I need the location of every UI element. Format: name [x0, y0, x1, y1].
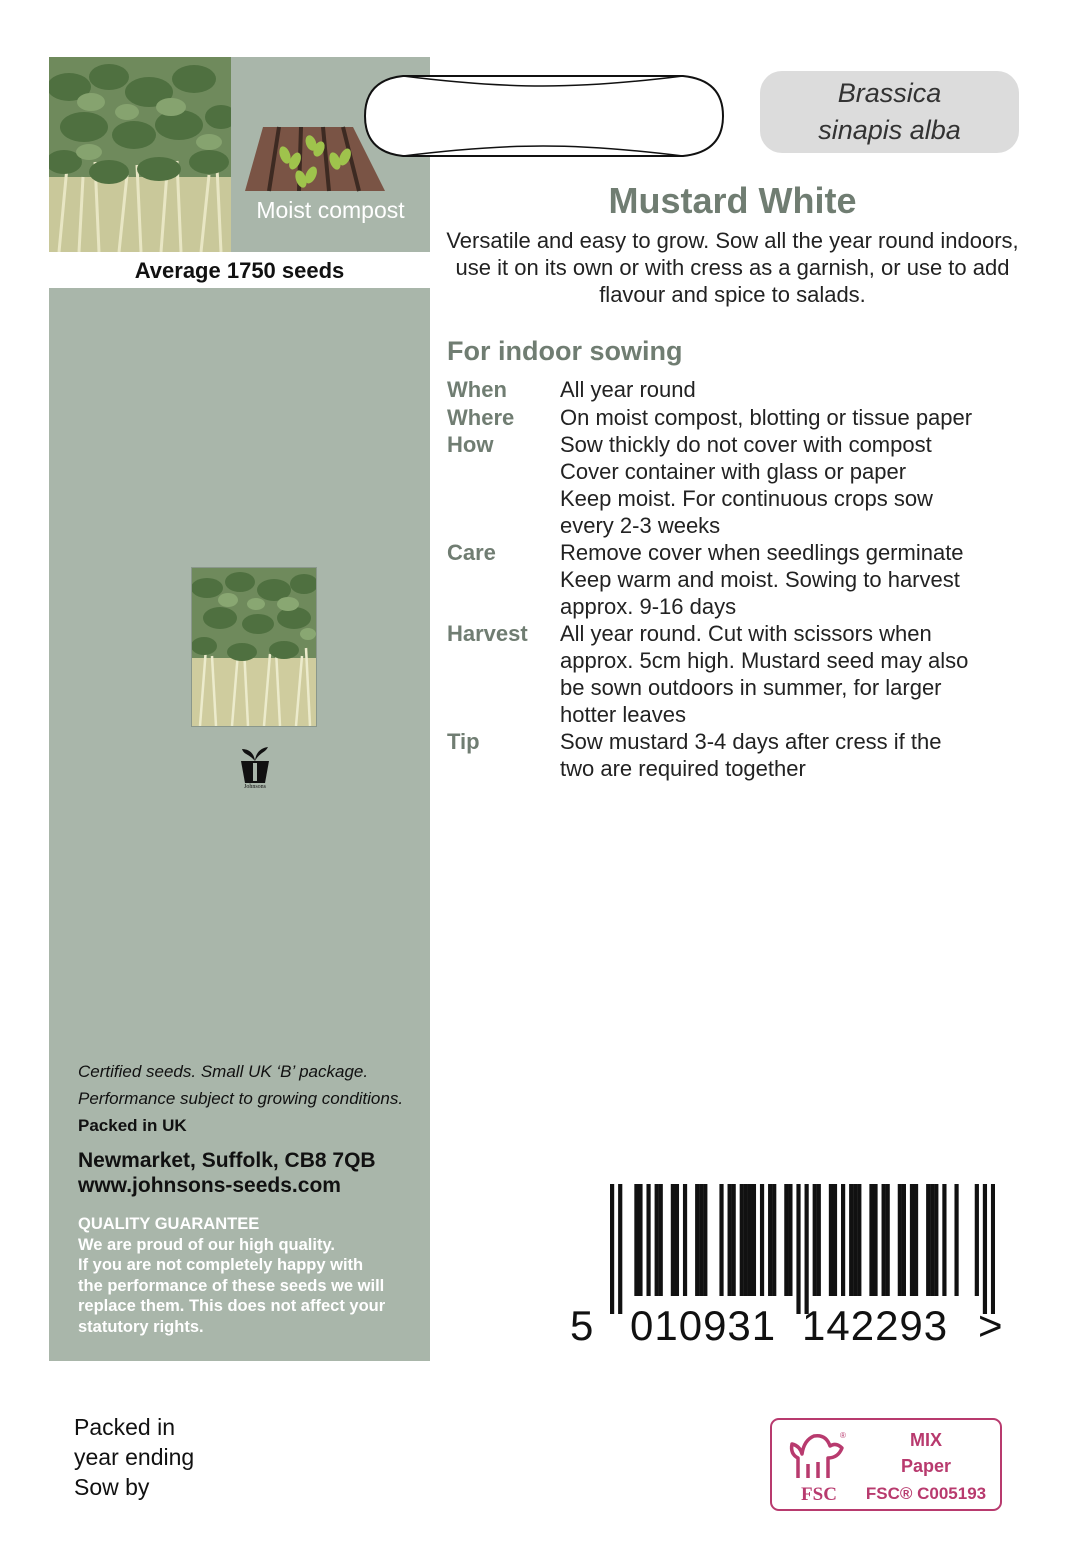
instruction-line: All year round: [560, 377, 696, 402]
plant-pot-icon: [238, 747, 272, 787]
botanical-name: [760, 71, 1019, 153]
barcode-bar: [841, 1184, 845, 1296]
barcode-bar: [618, 1184, 622, 1314]
instruction-line: hotter leaves: [560, 702, 686, 727]
barcode-bar: [683, 1184, 687, 1296]
johnsons-logo: [238, 747, 272, 791]
barcode-bar: [768, 1184, 772, 1296]
performance-note: Performance subject to growing conditions.: [78, 1089, 404, 1108]
barcode-bar: [634, 1184, 638, 1296]
product-description: Versatile and easy to grow. Sow all the year round indoors, use it on its own or with cress as a garnish, or use to add flavour and spice to salads.: [446, 228, 1019, 307]
instruction-line: be sown outdoors in summer, for larger: [560, 675, 942, 700]
cress-seedlings-photo: [49, 57, 231, 252]
barcode-bar: [728, 1184, 732, 1296]
barcode-bar: [930, 1184, 934, 1296]
barcode-bar: [760, 1184, 764, 1296]
barcode-digit-first: 5: [570, 1302, 594, 1349]
barcode-arrow: >: [978, 1302, 1003, 1349]
sow-by-label: Sow by: [74, 1474, 150, 1500]
packed-date-block: [74, 1412, 194, 1502]
instruction-line: Remove cover when seedlings germinate: [560, 540, 964, 565]
website-link[interactable]: www.johnsons-seeds.com: [78, 1174, 341, 1197]
blank-label-tag: [363, 72, 725, 160]
barcode-digits-right: 142293: [802, 1302, 949, 1349]
instruction-label: Where: [447, 405, 515, 430]
barcode-bar: [942, 1184, 946, 1296]
barcode-number: [570, 1302, 1010, 1348]
svg-text:®: ®: [840, 1431, 846, 1440]
barcode-bar: [833, 1184, 837, 1296]
barcode-bar: [849, 1184, 853, 1296]
instruction-line: Sow thickly do not cover with compost: [560, 432, 932, 457]
barcode-bar: [882, 1184, 886, 1296]
fsc-tree-icon: [786, 1428, 848, 1482]
instruction-label: When: [447, 377, 507, 402]
barcode-bar: [748, 1184, 752, 1296]
fsc-code: FSC® C005193: [865, 1484, 987, 1503]
guarantee-line: statutory rights.: [78, 1317, 204, 1336]
address: Newmarket, Suffolk, CB8 7QB: [78, 1149, 376, 1172]
barcode-bar: [772, 1184, 776, 1296]
barcode-bar: [732, 1184, 736, 1296]
sowing-heading: For indoor sowing: [447, 336, 683, 366]
instruction-line: Cover container with glass or paper: [560, 459, 907, 484]
barcode-bar: [695, 1184, 699, 1296]
instruction-line: every 2-3 weeks: [560, 513, 721, 538]
instruction-label: Harvest: [447, 621, 528, 646]
instruction-label: Tip: [447, 729, 480, 754]
barcode-bar: [646, 1184, 650, 1296]
instruction-line: Sow mustard 3-4 days after cress if the: [560, 729, 942, 754]
barcode-digits-left: 010931: [630, 1302, 777, 1349]
barcode-bar: [926, 1184, 930, 1296]
quality-guarantee: [78, 1214, 428, 1337]
barcode-bar: [829, 1184, 833, 1296]
year-ending-label: year ending: [74, 1444, 195, 1470]
barcode-bar: [655, 1184, 659, 1296]
info-panel: [49, 288, 430, 1361]
fsc-certification: [770, 1418, 1002, 1511]
barcode-bar: [813, 1184, 817, 1296]
barcode-bar: [744, 1184, 748, 1296]
barcode-bar: [983, 1184, 987, 1314]
barcode-bar: [869, 1184, 873, 1296]
guarantee-line: replace them. This does not affect your: [78, 1297, 386, 1315]
barcode-bar: [853, 1184, 857, 1296]
certified-note: Certified seeds. Small UK ‘B’ package.: [78, 1062, 369, 1081]
logo-wordmark: Johnsons: [243, 784, 266, 790]
barcode-bar: [954, 1184, 958, 1296]
barcode-bar: [659, 1184, 663, 1296]
instruction-label: How: [447, 432, 494, 457]
barcode-bar: [898, 1184, 902, 1296]
instruction-line: All year round. Cut with scissors when: [560, 621, 932, 646]
barcode-bar: [699, 1184, 703, 1296]
guarantee-line: the performance of these seeds we will: [78, 1276, 385, 1295]
instruction-line: Keep moist. For continuous crops sow: [560, 486, 933, 511]
botanical-species: sinapis alba: [818, 115, 961, 145]
barcode-bar: [857, 1184, 861, 1296]
instruction-line: two are required together: [560, 756, 806, 781]
botanical-genus: Brassica: [837, 78, 942, 108]
barcode-bar: [991, 1184, 995, 1314]
seed-count: Average 1750 seeds: [49, 252, 430, 288]
moist-compost-label: Moist compost: [256, 197, 405, 223]
barcode-bar: [975, 1184, 979, 1296]
barcode-bar: [784, 1184, 788, 1296]
barcode-bar: [873, 1184, 877, 1296]
instruction-line: approx. 5cm high. Mustard seed may also: [560, 648, 969, 673]
instruction-line: Keep warm and moist. Sowing to harvest: [560, 567, 960, 592]
barcode-bar: [934, 1184, 938, 1296]
barcode-bar: [610, 1184, 614, 1314]
guarantee-line: If you are not completely happy with: [78, 1256, 364, 1274]
barcode-bar: [638, 1184, 642, 1296]
packed-in-label: Packed in: [74, 1414, 176, 1440]
barcode-bar: [788, 1184, 792, 1296]
barcode-bar: [703, 1184, 707, 1296]
barcode-bar: [796, 1184, 800, 1314]
barcode-bar: [740, 1184, 744, 1296]
product-title: Mustard White: [608, 180, 857, 221]
seedlings-thumbnail: [191, 567, 317, 727]
instruction-line: On moist compost, blotting or tissue paper: [560, 405, 973, 430]
fsc-wordmark: FSC: [801, 1484, 837, 1505]
guarantee-line: We are proud of our high quality.: [78, 1235, 335, 1254]
instruction-line: approx. 9-16 days: [560, 594, 737, 619]
fsc-paper: Paper: [900, 1456, 952, 1476]
packed-in-uk: Packed in UK: [78, 1116, 187, 1135]
barcode-bar: [675, 1184, 679, 1296]
barcode-bar: [914, 1184, 918, 1296]
barcode-bar: [719, 1184, 723, 1296]
barcode-bar: [805, 1184, 809, 1314]
barcode-bar: [817, 1184, 821, 1296]
barcode: [610, 1184, 995, 1314]
barcode-bar: [671, 1184, 675, 1296]
barcode-bar: [752, 1184, 756, 1296]
barcode-bar: [910, 1184, 914, 1296]
fsc-mix: MIX: [909, 1430, 942, 1450]
barcode-bar: [886, 1184, 890, 1296]
barcode-bar: [902, 1184, 906, 1296]
instruction-label: Care: [447, 540, 496, 565]
guarantee-title: QUALITY GUARANTEE: [78, 1215, 260, 1233]
